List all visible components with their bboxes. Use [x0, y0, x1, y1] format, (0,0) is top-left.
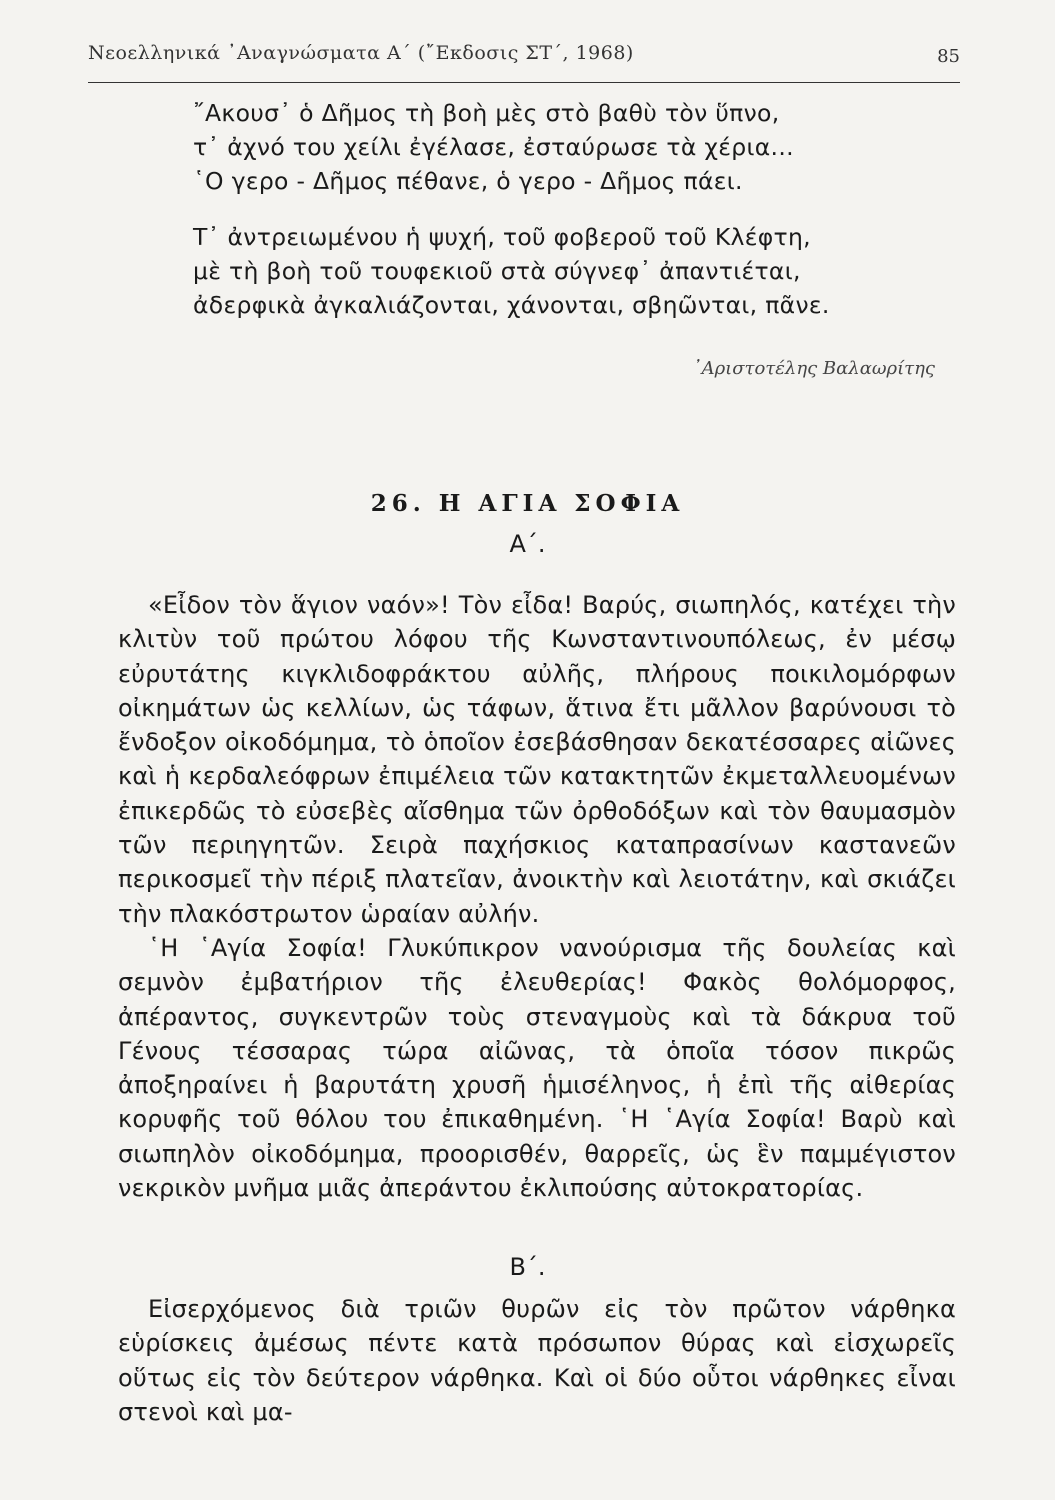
chapter-title: 26. Η ΑΓΙΑ ΣΟΦΙΑ	[370, 490, 685, 517]
page-number: 85	[937, 46, 960, 67]
paragraph: ῾Η ῾Αγία Σοφία! Γλυκύπικρον νανούρισμα τῆς δουλείας καὶ σεμνὸν ἐμβατήριον τῆς ἐλευθερίας! Φακὸς θολόμορφος, ἀπέραντος, συγκεντρῶν τοὺς στεναγμοὺς καὶ τὰ δάκρυα τοῦ Γένους τέσσαρας τώρα αἰῶνας, τὰ ὁποῖα τόσον πικρῶς ἀποξηραίνει ἡ βαρυτάτη χρυσῆ ἡμισέληνος, ἡ ἐπὶ τῆς αἰθερίας κορυφῆς τοῦ θόλου του ἐπικαθημένη. ῾Η ῾Αγία Σοφία! Βαρὺ καὶ σιωπηλὸν οἰκοδόμημα, προορισθέν, θαρρεῖς, ὡς ἓν παμμέγιστον νεκρικὸν μνῆμα μιᾶς ἀπεράντου ἐκλιπούσης αὐτοκρατορίας.	[118, 933, 956, 1203]
poem-block	[193, 96, 973, 322]
poem-author: ᾿Αριστοτέλης Βαλαωρίτης	[692, 358, 935, 379]
poem-line: ῎Ακουσ᾿ ὁ Δῆμος τὴ βοὴ μὲς στὸ βαθὺ τὸν ὕπνο,	[193, 99, 780, 127]
section-a-text	[118, 588, 956, 1205]
poem-line: ἀδερφικὰ ἀγκαλιάζονται, χάνονται, σβηῶνται, πᾶνε.	[193, 291, 830, 319]
poem-line: τ᾿ ἀχνό του χείλι ἐγέλασε, ἐσταύρωσε τὰ χέρια...	[193, 133, 794, 161]
poem-line: μὲ τὴ βοὴ τοῦ τουφεκιοῦ στὰ σύγνεφ᾿ ἀπαντιέται,	[193, 257, 801, 285]
poem-line: ῾Ο γερο - Δῆμος πέθανε, ὁ γερο - Δῆμος πάει.	[193, 167, 743, 195]
section-a-label: Α΄.	[509, 530, 546, 558]
paragraph: Εἰσερχόμενος διὰ τριῶν θυρῶν εἰς τὸν πρῶτον νάρθηκα εὑρίσκεις ἀμέσως πέντε κατὰ πρόσωπον θύρας καὶ εἰσχωρεῖς οὕτως εἰς τὸν δεύτερον νάρθηκα. Καὶ οἱ δύο οὗτοι νάρθηκες εἶναι στενοὶ καὶ μα-	[118, 1295, 956, 1426]
section-b-label: Β΄.	[509, 1253, 546, 1281]
book-title: Νεοελληνικά ᾿Αναγνώσματα Α΄ (῎Εκδοσις ΣΤ΄, 1968)	[88, 42, 634, 64]
poem-line: Τ᾿ ἀντρειωμένου ἡ ψυχή, τοῦ φοβεροῦ τοῦ Κλέφτη,	[193, 223, 811, 251]
section-b-text	[118, 1292, 956, 1429]
paragraph: «Εἶδον τὸν ἅγιον ναόν»! Τὸν εἶδα! Βαρύς, σιωπηλός, κατέχει τὴν κλιτὺν τοῦ πρώτου λόφου τῆς Κωνσταντινουπόλεως, ἐν μέσῳ εὐρυτάτης κιγκλιδοφράκτου αὐλῆς, πλήρους ποικιλομόρφων οἰκημάτων ὡς κελλίων, ὡς τάφων, ἅτινα ἔτι μᾶλλον βαρύνουσι τὸ ἔνδοξον οἰκοδόμημα, τὸ ὁποῖον ἐσεβάσθησαν δεκατέσσαρες αἰῶνες καὶ ἡ κερδαλεόφρων ἐπιμέλεια τῶν κατακτητῶν ἐκμεταλλευομένων ἐπικερδῶς τὸ εὐσεβὲς αἴσθημα τῶν ὀρθοδόξων καὶ τὸν θαυμασμὸν τῶν περιηγητῶν. Σειρὰ παχήσκιος καταπρασίνων καστανεῶν περικοσμεῖ τὴν πέριξ πλατεῖαν, ἀνοικτὴν καὶ λειοτάτην, καὶ σκιάζει τὴν πλακόστρωτον ὡραίαν αὐλήν.	[118, 591, 956, 928]
running-header	[88, 42, 960, 83]
